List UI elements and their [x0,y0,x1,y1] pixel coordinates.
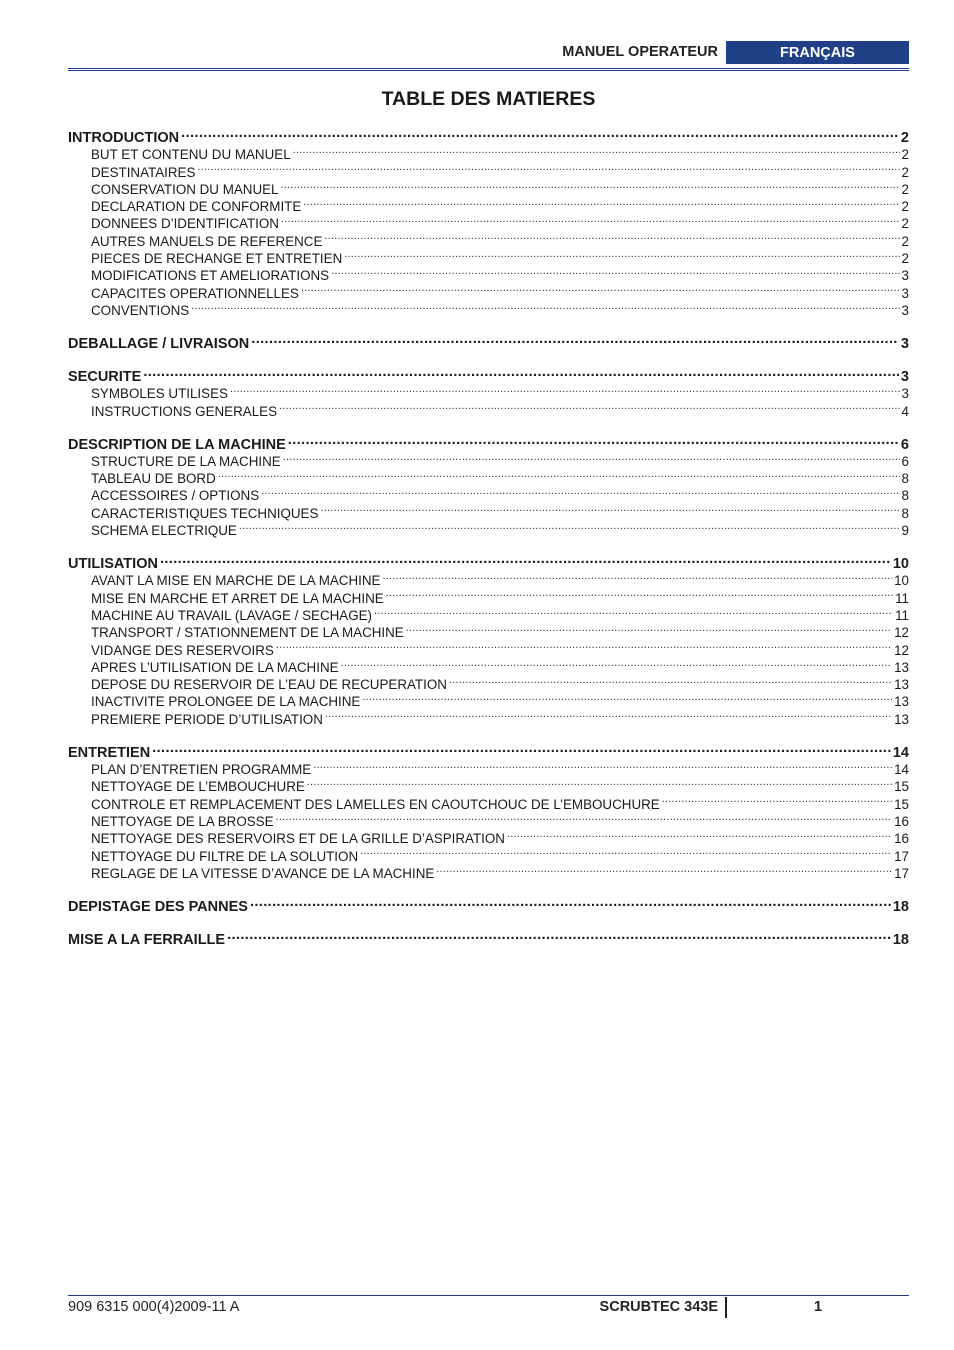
toc-entry-title: DONNEES D’IDENTIFICATION [91,216,279,232]
toc-entry-title: DEPOSE DU RESERVOIR DE L’EAU DE RECUPERATION [91,677,447,693]
toc-entry-page: 14 [894,762,909,778]
toc-entry-page: 11 [895,607,909,623]
toc-entry-page: 2 [901,181,909,197]
dot-leader [283,449,900,466]
toc-entry-page: 2 [901,164,909,180]
toc-section [68,431,909,539]
dot-leader [250,893,891,911]
toc-entry-title: TRANSPORT / STATIONNEMENT DE LA MACHINE [91,625,404,641]
toc-entry-title: TABLEAU DE BORD [91,471,216,487]
toc-section [68,739,909,881]
dot-leader [281,211,900,228]
dot-leader [261,483,899,500]
toc-entry-title: PLAN D’ENTRETIEN PROGRAMME [91,762,312,778]
document-code: 909 6315 000(4)2009-11 A [68,1299,240,1315]
toc-chapter-title: SECURITE [68,368,142,385]
toc-chapter[interactable] [68,363,909,385]
toc-entry-title: BUT ET CONTENU DU MANUEL [91,147,291,163]
toc-chapter[interactable] [68,550,909,573]
toc-entry-page: 16 [894,813,909,829]
toc-entry-page: 2 [901,251,909,267]
dot-leader [288,431,899,449]
dot-leader [331,263,899,280]
toc-entry-title: SCHEMA ELECTRIQUE [91,523,237,539]
dot-leader [281,177,900,194]
dot-leader [320,500,899,517]
toc-entry-page: 3 [901,302,909,318]
product-name: SCRUBTEC 343E [599,1299,718,1315]
toc-chapter-page: 10 [892,556,909,573]
dot-leader [197,159,899,176]
toc-section [68,926,909,948]
toc-chapter-page: 18 [892,931,909,948]
toc-chapter-page: 2 [900,130,909,146]
header-rule-secondary [68,70,909,71]
toc-entry-title: PREMIERE PERIODE D’UTILISATION [91,711,323,727]
dot-leader [313,757,892,774]
toc-entry-title: MACHINE AU TRAVAIL (LAVAGE / SECHAGE) [91,607,373,623]
toc-chapter[interactable] [68,739,909,761]
toc-entry-title: CARACTERISTIQUES TECHNIQUES [91,505,319,521]
toc-entry-title: PIECES DE RECHANGE ET ENTRETIEN [91,251,343,267]
dot-leader [276,809,893,826]
toc-chapter-title: MISE A LA FERRAILLE [68,931,226,948]
toc-entry-title: DECLARATION DE CONFORMITE [91,199,302,215]
dot-leader [191,298,899,315]
toc-entry-title: INACTIVITE PROLONGEE DE LA MACHINE [91,694,361,710]
dot-leader [382,568,892,585]
toc-chapter-page: 3 [900,368,909,385]
dot-leader [152,739,891,757]
toc-chapter-title: ENTRETIEN [68,744,151,761]
toc-entry[interactable] [68,298,909,318]
dot-leader [324,228,899,245]
toc-entry[interactable] [68,757,909,778]
manual-title: MANUEL OPERATEUR [562,44,718,60]
toc-chapter-page: 18 [892,898,909,915]
toc-entry-page: 6 [901,453,909,469]
dot-leader [251,330,899,348]
toc-entry[interactable] [68,568,909,589]
toc-entry[interactable] [68,381,909,402]
dot-leader [239,518,900,535]
dot-leader [301,280,900,297]
toc-section [68,893,909,915]
header-rule [68,68,909,69]
toc-entry-page: 3 [901,268,909,284]
dot-leader [662,791,892,808]
toc-entry-page: 12 [894,642,909,658]
toc-entry-title: NETTOYAGE DES RESERVOIRS ET DE LA GRILLE D’ASPIRATION [91,831,505,847]
dot-leader [143,363,899,381]
toc-chapter[interactable] [68,893,909,915]
dot-leader [362,689,892,706]
dot-leader [230,381,900,398]
dot-leader [360,843,892,860]
toc-section [68,363,909,419]
toc-chapter-title: DEPISTAGE DES PANNES [68,898,248,915]
dot-leader [307,774,892,791]
toc-entry-page: 8 [901,488,909,504]
toc-entry-page: 4 [901,403,909,419]
toc-entry-page: 9 [901,523,909,539]
toc-entry-title: INSTRUCTIONS GENERALES [91,403,278,419]
toc-entry-title: MODIFICATIONS ET AMELIORATIONS [91,268,330,284]
toc-chapter[interactable] [68,926,909,948]
toc-section [68,124,909,318]
toc-entry-title: ACCESSOIRES / OPTIONS [91,488,260,504]
toc-entry-page: 2 [901,216,909,232]
dot-leader [507,826,892,843]
dot-leader [449,672,892,689]
toc-entry-page: 13 [894,694,909,710]
toc-entry-page: 15 [894,779,909,795]
toc-entry-title: CONTROLE ET REMPLACEMENT DES LAMELLES EN CAOUTCHOUC DE L’EMBOUCHURE [91,796,660,812]
toc-entry-title: NETTOYAGE DU FILTRE DE LA SOLUTION [91,848,359,864]
toc-entry-page: 3 [901,285,909,301]
footer-rule [68,1295,909,1296]
dot-leader [406,620,892,637]
toc-entry-title: STRUCTURE DE LA MACHINE [91,453,281,469]
language-badge: FRANÇAIS [726,41,909,64]
toc-entry-page: 10 [894,573,909,589]
toc-entry-page: 15 [894,796,909,812]
toc-entry-title: AUTRES MANUELS DE REFERENCE [91,233,323,249]
dot-leader [181,124,899,142]
toc-entry-title: VIDANGE DES RESERVOIRS [91,642,274,658]
dot-leader [276,637,892,654]
toc-chapter[interactable] [68,431,909,453]
toc-entry-page: 13 [894,677,909,693]
toc-section [68,550,909,727]
toc-entry-page: 13 [894,711,909,727]
toc-entry-title: NETTOYAGE DE L’EMBOUCHURE [91,779,305,795]
toc-entry-title: NETTOYAGE DE LA BROSSE [91,813,274,829]
dot-leader [341,655,893,672]
dot-leader [374,603,893,620]
toc-entry-page: 11 [895,590,909,606]
toc-chapter-title: DESCRIPTION DE LA MACHINE [68,436,286,453]
dot-leader [227,926,891,944]
dot-leader [218,466,900,483]
dot-leader [344,246,899,263]
toc-chapter-title: INTRODUCTION [68,130,180,146]
toc-chapter-page: 14 [892,744,909,761]
toc-entry-title: SYMBOLES UTILISES [91,386,228,402]
toc-chapter-title: UTILISATION [68,556,158,573]
toc-chapter[interactable] [68,124,909,146]
page-title: TABLE DES MATIERES [381,88,596,110]
toc-entry-page: 2 [901,147,909,163]
toc-entry-page: 3 [901,386,909,402]
toc-chapter-page: 6 [900,436,909,453]
toc-chapter-title: DEBALLAGE / LIVRAISON [68,335,250,352]
dot-leader [293,142,900,159]
toc-entry-title: DESTINATAIRES [91,164,196,180]
dot-leader [325,706,892,723]
page-number: 1 [813,1299,823,1315]
toc-entry-page: 17 [894,848,909,864]
dot-leader [436,861,892,878]
toc-chapter[interactable] [68,330,909,352]
toc-section [68,330,909,352]
dot-leader [279,398,900,415]
toc-entry-title: REGLAGE DE LA VITESSE D’AVANCE DE LA MACHINE [91,865,435,881]
toc-entry-title: CAPACITES OPERATIONNELLES [91,285,299,301]
toc-entry-page: 8 [901,471,909,487]
footer-separator [725,1297,727,1318]
dot-leader [160,550,891,568]
toc-chapter-page: 3 [900,335,909,352]
toc-entry-page: 2 [901,199,909,215]
toc-entry-page: 2 [901,233,909,249]
toc-entry-page: 13 [894,659,909,675]
toc-entry-title: MISE EN MARCHE ET ARRET DE LA MACHINE [91,590,384,606]
toc-entry-page: 12 [894,625,909,641]
dot-leader [386,585,893,602]
table-of-contents [68,124,909,959]
dot-leader [303,194,899,211]
toc-entry-title: CONVENTIONS [91,302,190,318]
toc-entry-page: 8 [901,505,909,521]
toc-entry-page: 17 [894,865,909,881]
toc-entry-title: CONSERVATION DU MANUEL [91,181,279,197]
toc-entry-title: APRES L’UTILISATION DE LA MACHINE [91,659,339,675]
toc-entry[interactable] [68,142,909,163]
toc-entry-title: AVANT LA MISE EN MARCHE DE LA MACHINE [91,573,381,589]
toc-entry-page: 16 [894,831,909,847]
